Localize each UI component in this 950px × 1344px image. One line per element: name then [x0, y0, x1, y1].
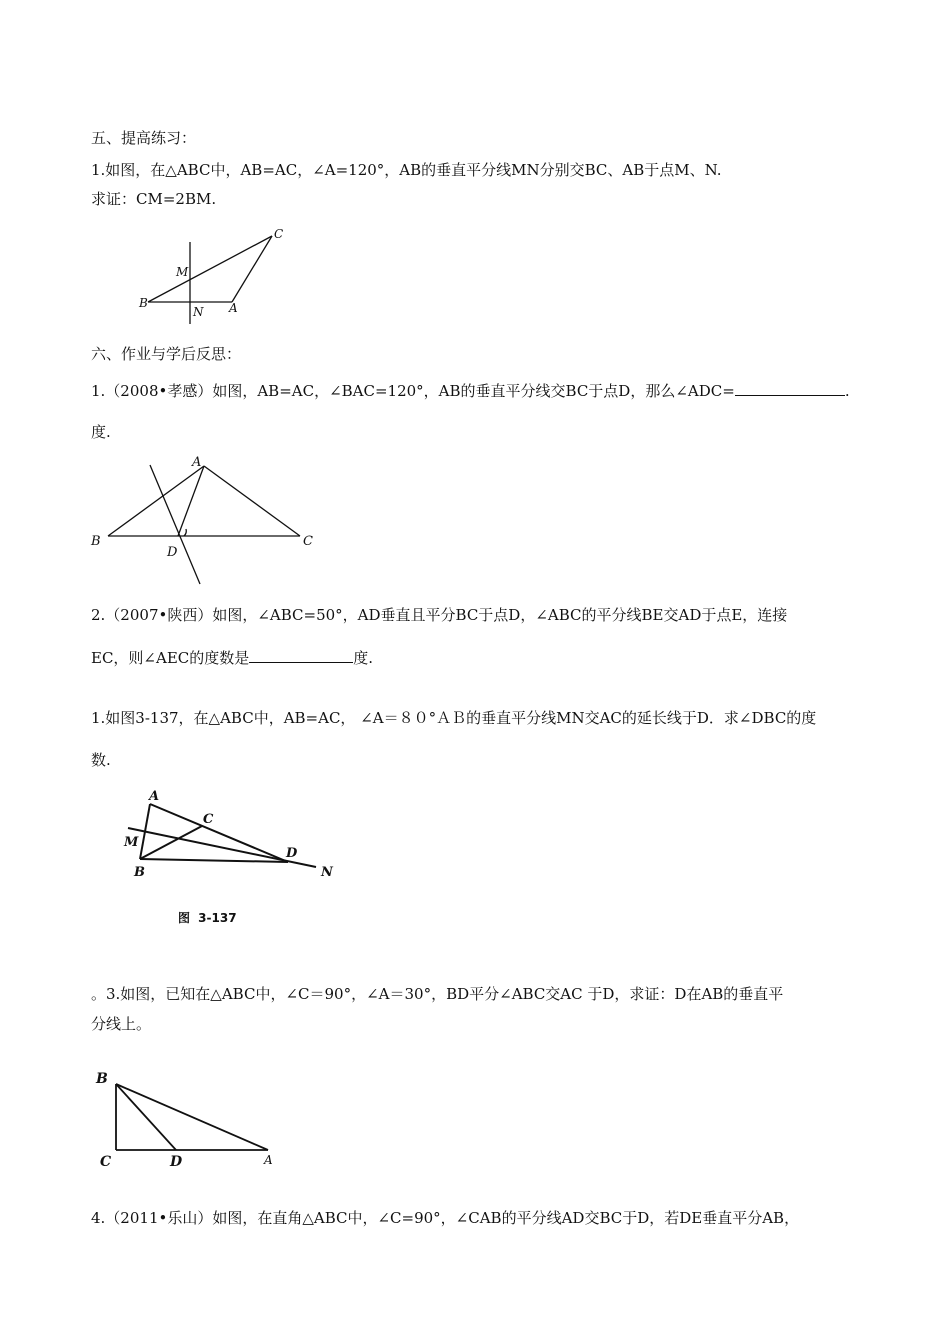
homework-2-question: EC，则∠AEC的度数是 — [91, 649, 250, 667]
homework-5-text: 4.（2011•乐山）如图，在直角△ABC中，∠C=90°，∠CAB的平分线AD交BC于D，若DE垂直平分AB， — [91, 1209, 800, 1227]
fig1-label-a: A — [229, 301, 238, 315]
homework-3-text: 1.如图3-137，在△ABC中，AB=AC， ∠A＝８０°ＡＢ的垂直平分线MN交AC的延长线于D．求∠DBC的度 — [91, 709, 817, 727]
fig3-label-d: D — [286, 846, 298, 861]
fig4-label-a: A — [264, 1153, 273, 1167]
figure-caption: 图 3-137 — [178, 911, 237, 925]
homework-1-question: 1.（2008•孝感）如图，AB=AC，∠BAC=120°，AB的垂直平分线交BC于点D，那么∠ADC= — [91, 382, 735, 400]
homework-2-text: 2.（2007•陕西）如图，∠ABC=50°，AD垂直且平分BC于点D，∠ABC的平分线BE交AD于点E，连接 — [91, 606, 788, 624]
fig4-label-d: D — [170, 1154, 183, 1170]
homework-1-period: . — [844, 382, 850, 400]
fig3-label-b: B — [134, 865, 145, 880]
fig4-label-b: B — [96, 1071, 108, 1087]
section-heading-5: 五、提高练习： — [91, 129, 197, 147]
fig4-label-c: C — [100, 1154, 112, 1170]
fig2-label-a: A — [192, 455, 202, 470]
fig2-label-d: D — [167, 545, 178, 560]
fig1-label-b: B — [139, 296, 148, 310]
exercise-1-text: 1.如图，在△ABC中，AB=AC，∠A=120°，AB的垂直平分线MN分别交BC、AB于点M、N. — [91, 161, 722, 179]
section-heading-6: 六、作业与学后反思： — [91, 345, 242, 363]
fig3-label-c: C — [203, 812, 214, 827]
exercise-1-prove: 求证：CM=2BM. — [91, 190, 217, 208]
homework-4-text: 。3.如图，已知在△ABC中，∠C＝90°，∠A＝30°，BD平分∠ABC交AC 于D，求证：D在AB的垂直平 — [91, 985, 784, 1003]
fig3-label-n: N — [321, 865, 333, 880]
homework-3-text-2: 数. — [91, 751, 111, 769]
homework-4-text-2: 分线上。 — [91, 1015, 152, 1033]
fig3-label-a: A — [149, 789, 160, 804]
fig2-label-b: B — [91, 534, 101, 549]
fig1-label-n: N — [193, 305, 204, 319]
fig2-label-c: C — [303, 534, 313, 549]
homework-1-unit: 度. — [91, 423, 111, 441]
homework-2-unit: 度. — [353, 649, 374, 667]
fig1-label-m: M — [176, 265, 189, 279]
fig1-label-c: C — [274, 227, 284, 241]
fig3-label-m: M — [124, 835, 139, 850]
